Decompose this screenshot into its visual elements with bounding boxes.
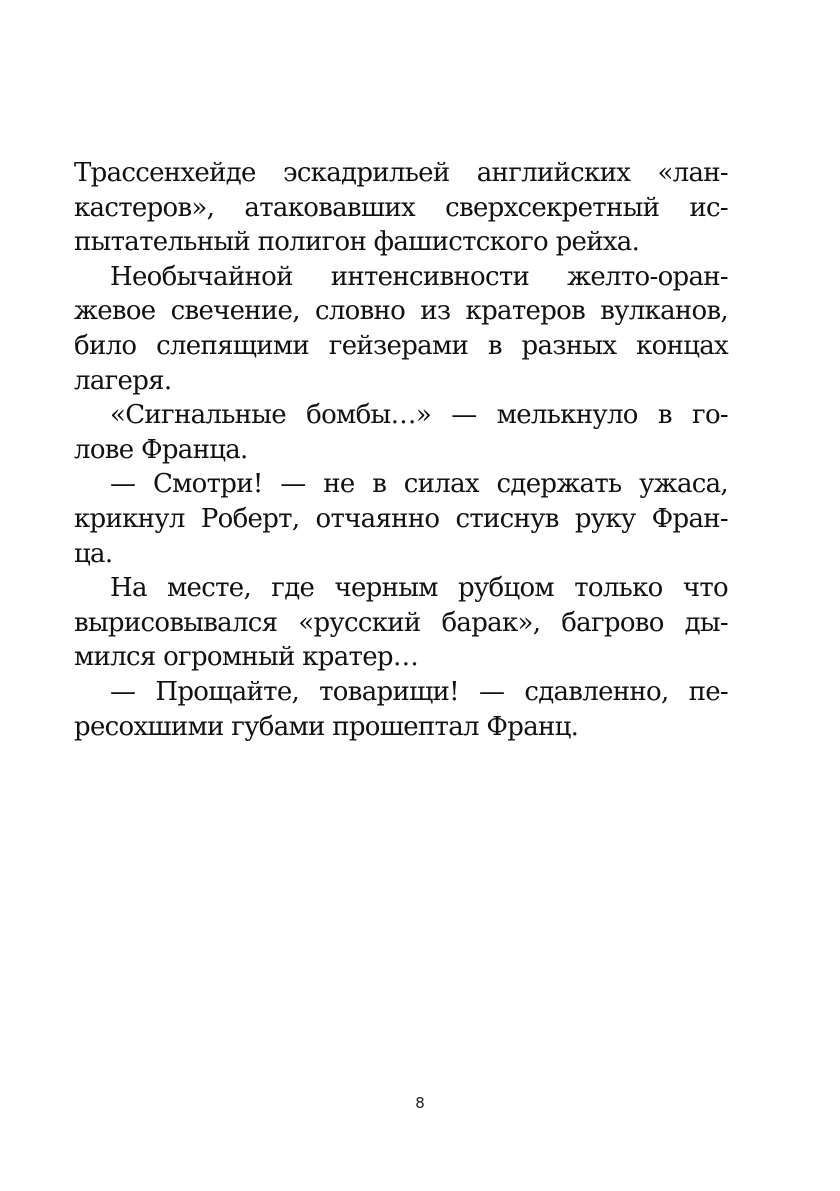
text-line: ресохшими губами прошептал Франц.: [74, 711, 579, 742]
text-line: лагеря.: [74, 365, 172, 396]
text-line: крикнул Роберт, отчаянно стиснув руку Фран-: [74, 503, 728, 534]
text-line: ца.: [74, 538, 113, 569]
text-line: лове Франца.: [74, 434, 248, 465]
page-number: 8: [415, 1094, 425, 1112]
text-line: — Прощайте, товарищи! — сдавленно, пе-: [110, 676, 728, 707]
text-line: жевое свечение, словно из кратеров вулканов,: [74, 296, 728, 327]
text-line: кастеров», атаковавших сверхсекретный ис-: [74, 192, 728, 223]
body-text: [74, 156, 728, 744]
text-line: Необычайной интенсивности желто-оран-: [110, 261, 728, 292]
text-line: било слепящими гейзерами в разных концах: [74, 330, 728, 361]
text-line: вырисовывался «русский барак», багрово ды-: [74, 607, 728, 638]
text-line: Трассенхейде эскадрильей английских «лан-: [74, 158, 728, 188]
text-line: — Смотри! — не в силах сдержать ужаса,: [110, 469, 728, 500]
text-line: На месте, где черным рубцом только что: [110, 573, 728, 604]
text-line: пытательный полигон фашистского рейха.: [74, 227, 640, 258]
text-line: мился огромный кратер…: [74, 642, 419, 673]
text-line: «Сигнальные бомбы…» — мелькнуло в го-: [110, 400, 728, 431]
